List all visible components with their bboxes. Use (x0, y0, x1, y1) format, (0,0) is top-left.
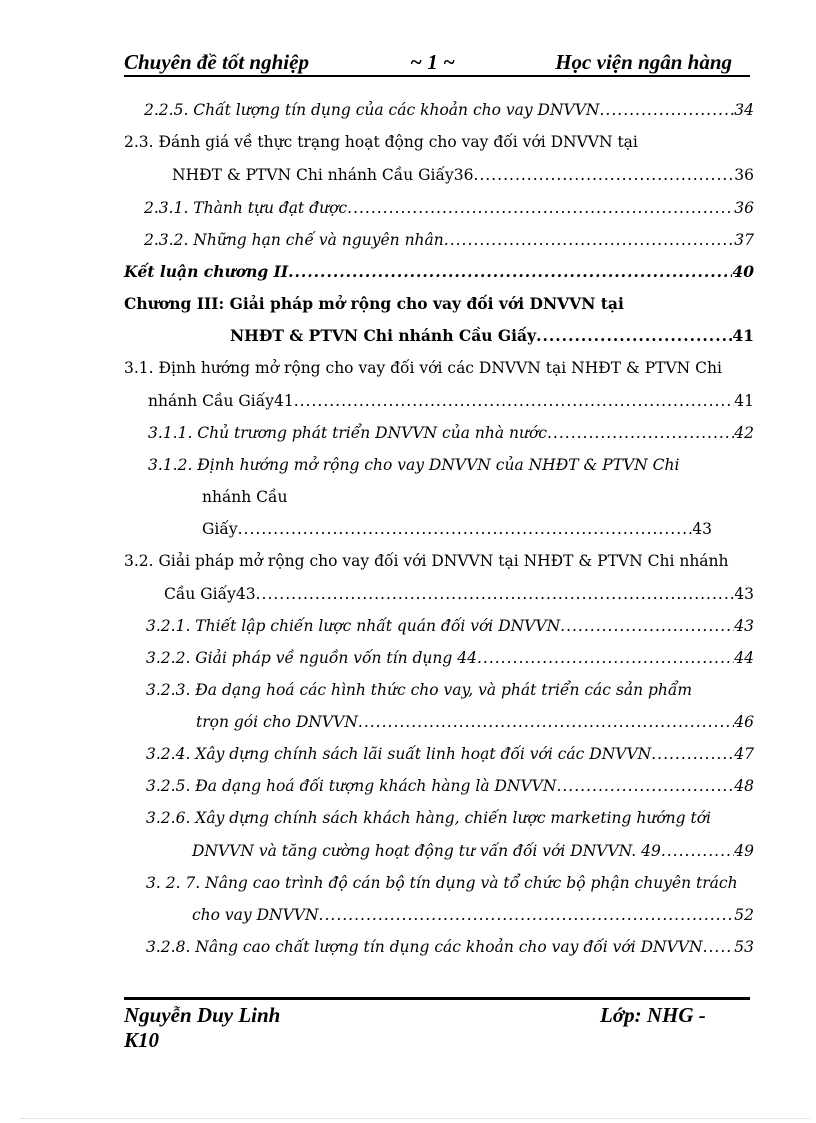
footer-author: Nguyễn Duy Linh (124, 1003, 281, 1027)
toc-entry: nhánh Cầu (202, 488, 288, 506)
toc-entry: 3.2.1. Thiết lập chiến lược nhất quán đối với DNVVN ..... 43 (146, 614, 754, 638)
toc-entry: Kết luận chương II ..... 40 (124, 260, 754, 284)
toc-entry: 2.2.5. Chất lượng tín dụng của các khoản cho vay DNVVN ..... 34 (144, 98, 754, 122)
toc-entry: NHĐT & PTVN Chi nhánh Cầu Giấy ..... 41 (230, 324, 754, 348)
toc-entry: trọn gói cho DNVVN ..... 46 (196, 710, 754, 734)
toc-entry: DNVVN và tăng cường hoạt động tư vấn đối với DNVVN. 49 ..... 49 (192, 839, 754, 863)
toc-entry: cho vay DNVVN ..... 52 (192, 903, 754, 927)
toc-entry: 2.3.2. Những hạn chế và nguyên nhân ..... 37 (144, 228, 754, 252)
toc-entry: 3.1.1. Chủ trương phát triển DNVVN của nhà nước ..... 42 (148, 421, 754, 445)
toc-entry: 3.2.4. Xây dựng chính sách lãi suất linh hoạt đối với các DNVVN ..... 47 (146, 742, 754, 766)
header-page-number: ~ 1 ~ (410, 50, 455, 74)
toc-chapter-heading: Chương III: Giải pháp mở rộng cho vay đối với DNVVN tại (124, 294, 624, 313)
toc-entry: nhánh Cầu Giấy41 ..... 41 (148, 389, 754, 413)
toc-entry: 3.2.8. Nâng cao chất lượng tín dụng các khoản cho vay đối với DNVVN ..... 53 (146, 935, 754, 959)
toc-entry: 3.1. Định hướng mở rộng cho vay đối với các DNVVN tại NHĐT & PTVN Chi (124, 359, 722, 377)
toc-entry: 2.3. Đánh giá về thực trạng hoạt động cho vay đối với DNVVN tại (124, 133, 638, 151)
toc-entry: 3.2.3. Đa dạng hoá các hình thức cho vay, và phát triển các sản phẩm (146, 681, 693, 699)
toc-entry: NHĐT & PTVN Chi nhánh Cầu Giấy36 ..... 36 (172, 163, 754, 187)
toc-entry: 3. 2. 7. Nâng cao trình độ cán bộ tín dụng và tổ chức bộ phận chuyên trách (146, 874, 738, 892)
footer-class-code: K10 (124, 1028, 160, 1052)
toc-entry: 3.2.6. Xây dựng chính sách khách hàng, chiến lược marketing hướng tới (146, 809, 712, 827)
footer-class-label: Lớp: NHG - (600, 1003, 706, 1027)
toc-entry: 3.2.5. Đa dạng hoá đối tượng khách hàng là DNVVN ..... 48 (146, 774, 754, 798)
page-edge-divider (20, 1118, 810, 1119)
toc-entry: Cầu Giấy43 ..... 43 (164, 582, 754, 606)
page-header (124, 50, 750, 74)
header-institution: Học viện ngân hàng (555, 50, 732, 74)
toc-entry: Giấy ..... 43 (202, 517, 712, 541)
toc-entry: 3.2. Giải pháp mở rộng cho vay đối với DNVVN tại NHĐT & PTVN Chi nhánh (124, 552, 729, 570)
toc-entry: 2.3.1. Thành tựu đạt được ..... 36 (144, 196, 754, 220)
footer-divider (124, 997, 750, 1000)
header-thesis-title: Chuyên đề tốt nghiệp (124, 50, 309, 74)
toc-entry: 3.2.2. Giải pháp về nguồn vốn tín dụng 44 ..... 44 (146, 646, 754, 670)
header-divider (124, 75, 750, 77)
toc-entry: 3.1.2. Định hướng mở rộng cho vay DNVVN của NHĐT & PTVN Chi (148, 456, 680, 474)
